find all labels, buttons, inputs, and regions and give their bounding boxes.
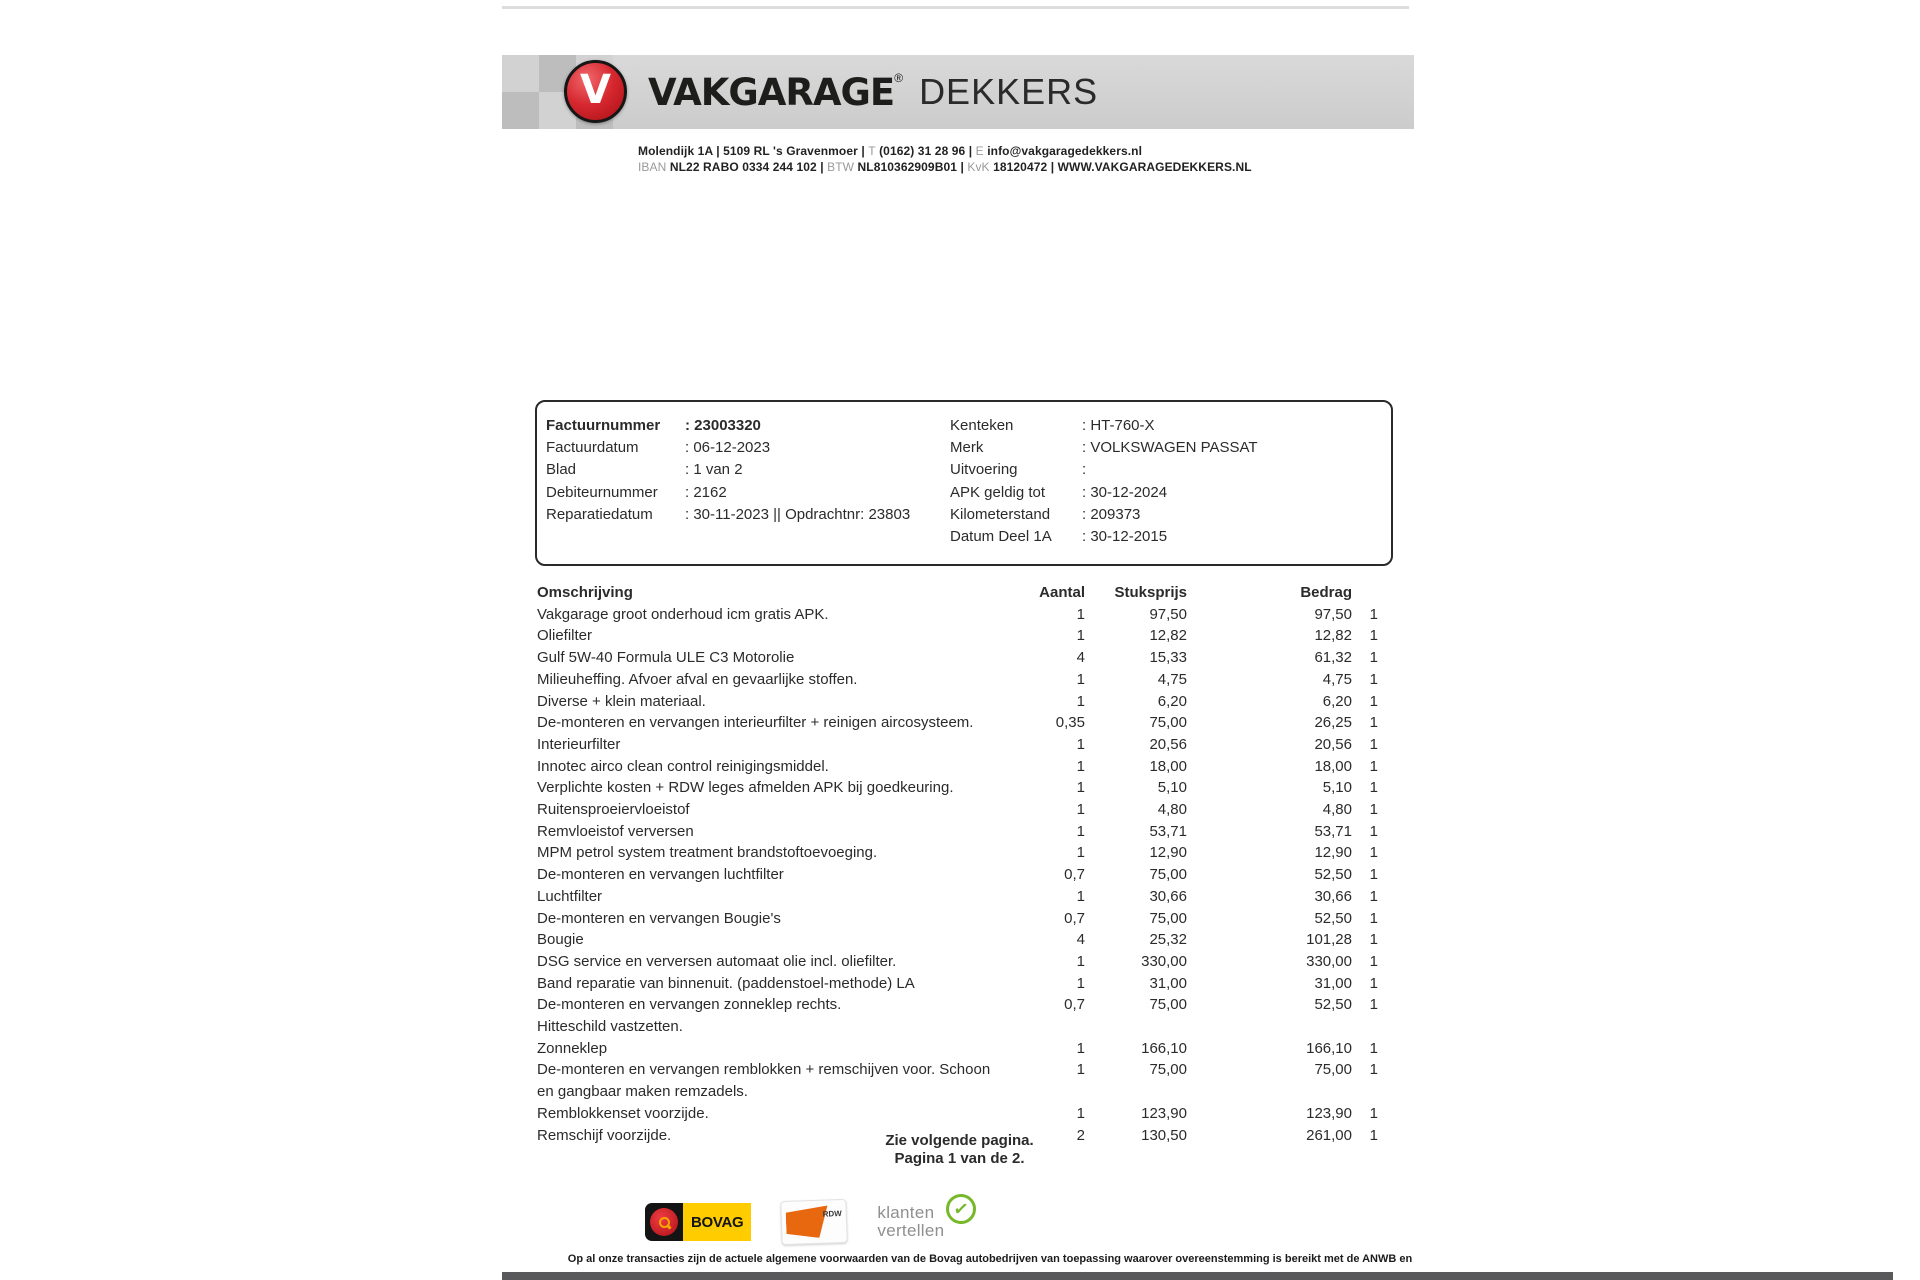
cell-vat-code: 1 xyxy=(1369,605,1378,623)
table-row xyxy=(537,669,1378,691)
cell-quantity: 1 xyxy=(1076,627,1085,645)
field-value: : 30-12-2024 xyxy=(1082,483,1168,501)
address-part: info@vakgaragedekkers.nl xyxy=(983,144,1143,158)
table-row xyxy=(537,777,1378,799)
table-row xyxy=(537,842,1378,864)
cell-amount: 12,82 xyxy=(1314,627,1352,645)
cell-quantity: 1 xyxy=(1076,670,1085,688)
cell-description xyxy=(537,756,997,778)
cell-description xyxy=(537,647,997,669)
cell-unit-price: 75,00 xyxy=(1149,909,1187,927)
cell-vat-code: 1 xyxy=(1369,779,1378,797)
cell-amount: 52,50 xyxy=(1314,996,1352,1014)
registered-mark: ® xyxy=(894,71,904,85)
cell-unit-price: 30,66 xyxy=(1149,887,1187,905)
description-line: Remschijf voorzijde. xyxy=(537,1126,672,1144)
field-value: : 1 van 2 xyxy=(685,461,743,479)
table-row xyxy=(537,994,1378,1037)
cell-amount: 97,50 xyxy=(1314,605,1352,623)
address-part: 18120472 | WWW.VAKGARAGEDEKKERS.NL xyxy=(989,160,1252,174)
address-part: KvK xyxy=(967,160,990,174)
cell-quantity: 0,7 xyxy=(1064,866,1085,884)
field-label: Merk xyxy=(950,439,984,457)
cell-description xyxy=(537,604,997,626)
table-row xyxy=(537,1059,1378,1102)
field-label: Debiteurnummer xyxy=(546,483,658,501)
company-address xyxy=(638,143,1252,175)
cell-vat-code: 1 xyxy=(1369,996,1378,1014)
invoice-field xyxy=(950,482,1258,504)
field-label: Kilometerstand xyxy=(950,505,1051,523)
cell-unit-price: 4,75 xyxy=(1157,670,1187,688)
field-label: Uitvoering xyxy=(950,461,1018,479)
cell-quantity: 1 xyxy=(1076,735,1085,753)
table-row xyxy=(537,625,1378,647)
field-label: Factuurdatum xyxy=(546,439,639,457)
cell-vat-code: 1 xyxy=(1369,1104,1378,1122)
description-line: Interieurfilter xyxy=(537,735,621,753)
invoice-box-left xyxy=(546,415,910,526)
field-label: Kenteken xyxy=(950,417,1014,434)
field-label: Datum Deel 1A xyxy=(950,528,1052,546)
magnifier-icon xyxy=(656,1214,672,1230)
cell-description xyxy=(537,886,997,908)
cell-description xyxy=(537,951,997,973)
cell-quantity: 1 xyxy=(1076,692,1085,710)
bovag-logo xyxy=(645,1203,751,1241)
rdw-wordmark: RDW xyxy=(822,1209,843,1219)
cell-vat-code: 1 xyxy=(1369,844,1378,862)
invoice-field xyxy=(546,504,910,526)
description-line: Verplichte kosten + RDW leges afmelden APK bij goedkeuring. xyxy=(537,779,954,797)
cell-vat-code: 1 xyxy=(1369,627,1378,645)
cell-description xyxy=(537,669,997,691)
cell-description xyxy=(537,1059,997,1102)
cell-amount: 53,71 xyxy=(1314,822,1352,840)
field-value: : 30-12-2015 xyxy=(1082,528,1168,546)
cell-amount: 101,28 xyxy=(1306,931,1352,949)
cell-description xyxy=(537,842,997,864)
cell-vat-code: 1 xyxy=(1369,822,1378,840)
cell-amount: 61,32 xyxy=(1314,649,1352,667)
cell-unit-price: 12,82 xyxy=(1149,627,1187,645)
field-value: : 23003320 xyxy=(685,417,761,434)
cell-quantity: 1 xyxy=(1076,952,1085,970)
cell-description xyxy=(537,973,997,995)
rdw-logo xyxy=(781,1199,848,1245)
cell-amount: 12,90 xyxy=(1314,844,1352,862)
cell-unit-price: 31,00 xyxy=(1149,974,1187,992)
description-line: Zonneklep xyxy=(537,1039,608,1057)
field-label: Factuurnummer xyxy=(546,417,661,434)
address-part: E xyxy=(975,144,984,158)
cell-quantity: 0,7 xyxy=(1064,996,1085,1014)
cell-unit-price: 166,10 xyxy=(1141,1039,1187,1057)
description-line: Remblokkenset voorzijde. xyxy=(537,1104,709,1122)
cell-unit-price: 5,10 xyxy=(1157,779,1187,797)
cell-description xyxy=(537,1103,997,1125)
description-line: De-monteren en vervangen interieurfilter + reinigen aircosysteem. xyxy=(537,714,974,732)
cell-amount: 330,00 xyxy=(1306,952,1352,970)
cell-unit-price: 25,32 xyxy=(1149,931,1187,949)
table-row xyxy=(537,929,1378,951)
column-header-description: Omschrijving xyxy=(537,584,633,601)
field-value: : xyxy=(1082,461,1087,479)
cell-vat-code: 1 xyxy=(1369,757,1378,775)
cell-quantity: 1 xyxy=(1076,779,1085,797)
cell-description xyxy=(537,734,997,756)
table-row xyxy=(537,973,1378,995)
cell-vat-code: 1 xyxy=(1369,952,1378,970)
table-row xyxy=(537,886,1378,908)
cell-description xyxy=(537,821,997,843)
cell-amount: 52,50 xyxy=(1314,866,1352,884)
cell-amount: 261,00 xyxy=(1306,1126,1352,1144)
next-page-note: Zie volgende pagina. xyxy=(885,1132,1034,1149)
address-line-1 xyxy=(638,143,1252,159)
cell-vat-code: 1 xyxy=(1369,1061,1378,1079)
description-line: Band reparatie van binnenuit. (paddenstoel-methode) LA xyxy=(537,974,915,992)
bovag-wordmark: BOVAG xyxy=(683,1203,751,1241)
cell-quantity: 1 xyxy=(1076,1104,1085,1122)
description-line: Bougie xyxy=(537,931,584,949)
description-line: Oliefilter xyxy=(537,627,593,645)
brand-name: VAKGARAGE xyxy=(648,70,895,114)
field-value: : 30-11-2023 || Opdrachtnr: 23803 xyxy=(685,505,911,523)
address-part: (0162) 31 28 96 | xyxy=(875,144,976,158)
cell-vat-code: 1 xyxy=(1369,909,1378,927)
description-line: Innotec airco clean control reinigingsmiddel. xyxy=(537,757,829,775)
field-value: : HT-760-X xyxy=(1082,417,1155,434)
field-label: Blad xyxy=(546,461,577,479)
cell-unit-price: 75,00 xyxy=(1149,996,1187,1014)
description-line: Hitteschild vastzetten. xyxy=(537,1018,683,1036)
cell-description xyxy=(537,625,997,647)
bottom-bar xyxy=(502,1272,1893,1280)
cell-amount: 6,20 xyxy=(1322,692,1352,710)
description-line: De-monteren en vervangen remblokken + remschijven voor. Schoon xyxy=(537,1061,991,1079)
cell-vat-code: 1 xyxy=(1369,974,1378,992)
address-part: IBAN xyxy=(638,160,667,174)
cell-quantity: 4 xyxy=(1076,931,1085,949)
klanten-text: klanten xyxy=(877,1203,935,1222)
invoice-field xyxy=(950,437,1258,459)
invoice-field xyxy=(546,437,910,459)
cell-quantity: 1 xyxy=(1076,605,1085,623)
cell-vat-code: 1 xyxy=(1369,931,1378,949)
klantenvertellen-logo xyxy=(877,1197,976,1240)
cell-unit-price: 20,56 xyxy=(1149,735,1187,753)
cell-description xyxy=(537,864,997,886)
table-row xyxy=(537,691,1378,713)
cell-description xyxy=(537,799,997,821)
cell-description xyxy=(537,712,997,734)
cell-vat-code: 1 xyxy=(1369,670,1378,688)
cell-amount: 52,50 xyxy=(1314,909,1352,927)
cell-quantity: 2 xyxy=(1076,1126,1085,1144)
cell-unit-price: 12,90 xyxy=(1149,844,1187,862)
cell-description xyxy=(537,777,997,799)
invoice-box-right xyxy=(950,415,1258,548)
cell-description xyxy=(537,908,997,930)
cell-amount: 30,66 xyxy=(1314,887,1352,905)
checkmark-badge-icon: ✓ xyxy=(944,1192,978,1226)
description-line: De-monteren en vervangen luchtfilter xyxy=(537,866,784,884)
cell-quantity: 1 xyxy=(1076,887,1085,905)
description-line: DSG service en verversen automaat olie incl. oliefilter. xyxy=(537,952,897,970)
cell-unit-price: 97,50 xyxy=(1149,605,1187,623)
cell-quantity: 1 xyxy=(1076,844,1085,862)
address-part: NL22 RABO 0334 244 102 | xyxy=(666,160,828,174)
cell-description xyxy=(537,994,997,1037)
cell-vat-code: 1 xyxy=(1369,714,1378,732)
table-row xyxy=(537,1103,1378,1125)
certification-logos xyxy=(645,1197,976,1244)
cell-amount: 123,90 xyxy=(1306,1104,1352,1122)
table-row xyxy=(537,799,1378,821)
cell-vat-code: 1 xyxy=(1369,735,1378,753)
header-banner xyxy=(502,55,1414,129)
cell-description xyxy=(537,929,997,951)
column-header-quantity: Aantal xyxy=(1039,584,1085,601)
description-line: De-monteren en vervangen zonneklep rechts. xyxy=(537,996,842,1014)
invoice-field xyxy=(950,415,1258,437)
brand-wordmark xyxy=(648,55,1098,129)
table-row xyxy=(537,821,1378,843)
cell-unit-price: 330,00 xyxy=(1141,952,1187,970)
table-row xyxy=(537,647,1378,669)
field-value: : 2162 xyxy=(685,483,727,501)
bovag-circle xyxy=(650,1208,678,1236)
description-line: en gangbaar maken remzadels. xyxy=(537,1083,748,1101)
cell-amount: 18,00 xyxy=(1314,757,1352,775)
cell-quantity: 1 xyxy=(1076,757,1085,775)
address-part: T xyxy=(868,144,876,158)
cell-vat-code: 1 xyxy=(1369,887,1378,905)
cell-unit-price: 123,90 xyxy=(1141,1104,1187,1122)
cell-unit-price: 6,20 xyxy=(1157,692,1187,710)
table-row xyxy=(537,756,1378,778)
brand-suffix: DEKKERS xyxy=(919,71,1099,112)
column-header-amount: Bedrag xyxy=(1300,584,1352,601)
cell-unit-price: 15,33 xyxy=(1149,649,1187,667)
invoice-field xyxy=(546,415,910,437)
field-label: Reparatiedatum xyxy=(546,505,653,523)
description-line: Luchtfilter xyxy=(537,887,603,905)
klantenvertellen-wordmark xyxy=(877,1204,944,1240)
vertellen-text: vertellen xyxy=(877,1221,945,1240)
cell-quantity: 1 xyxy=(1076,822,1085,840)
table-row xyxy=(537,908,1378,930)
address-part: BTW xyxy=(827,160,855,174)
vakgarage-logo-icon xyxy=(564,60,627,123)
field-label: APK geldig tot xyxy=(950,483,1046,501)
description-line: Remvloeistof verversen xyxy=(537,822,694,840)
cell-unit-price: 75,00 xyxy=(1149,1061,1187,1079)
address-part: Molendijk 1A | 5109 RL 's Gravenmoer | xyxy=(638,144,869,158)
cell-vat-code: 1 xyxy=(1369,1126,1378,1144)
cell-amount: 75,00 xyxy=(1314,1061,1352,1079)
cell-quantity: 0,7 xyxy=(1064,909,1085,927)
page-continuation-note xyxy=(537,1132,1382,1167)
cell-unit-price: 53,71 xyxy=(1149,822,1187,840)
cell-vat-code: 1 xyxy=(1369,801,1378,819)
address-part: NL810362909B01 | xyxy=(854,160,968,174)
cell-amount: 31,00 xyxy=(1314,974,1352,992)
cell-amount: 5,10 xyxy=(1322,779,1352,797)
cell-vat-code: 1 xyxy=(1369,866,1378,884)
table-row xyxy=(537,864,1378,886)
field-value: : 06-12-2023 xyxy=(685,439,771,457)
table-row xyxy=(537,734,1378,756)
description-line: Ruitensproeiervloeistof xyxy=(537,801,690,819)
bovag-emblem-icon xyxy=(645,1203,683,1241)
invoice-info-box xyxy=(535,400,1393,566)
top-divider xyxy=(502,6,1409,9)
table-row xyxy=(537,951,1378,973)
logo-letter: V xyxy=(580,67,611,113)
cell-quantity: 1 xyxy=(1076,1061,1085,1079)
cell-unit-price: 18,00 xyxy=(1149,757,1187,775)
field-value: : 209373 xyxy=(1082,505,1141,523)
table-row xyxy=(537,604,1378,626)
cell-description xyxy=(537,691,997,713)
table-row xyxy=(537,712,1378,734)
cell-quantity: 1 xyxy=(1076,801,1085,819)
cell-quantity: 1 xyxy=(1076,1039,1085,1057)
cell-amount: 166,10 xyxy=(1306,1039,1352,1057)
cell-unit-price: 75,00 xyxy=(1149,866,1187,884)
description-line: Vakgarage groot onderhoud icm gratis APK. xyxy=(537,605,829,623)
invoice-field xyxy=(546,459,910,481)
address-line-2 xyxy=(638,159,1252,175)
cell-unit-price: 4,80 xyxy=(1157,801,1187,819)
cell-amount: 20,56 xyxy=(1314,735,1352,753)
cell-quantity: 1 xyxy=(1076,974,1085,992)
cell-quantity: 0,35 xyxy=(1055,714,1085,732)
cell-vat-code: 1 xyxy=(1369,692,1378,710)
items-table xyxy=(537,582,1378,1146)
description-line: De-monteren en vervangen Bougie's xyxy=(537,909,781,927)
cell-vat-code: 1 xyxy=(1369,649,1378,667)
cell-unit-price: 130,50 xyxy=(1141,1126,1187,1144)
invoice-field xyxy=(546,482,910,504)
description-line: Milieuheffing. Afvoer afval en gevaarlijke stoffen. xyxy=(537,670,858,688)
cell-vat-code: 1 xyxy=(1369,1039,1378,1057)
column-header-unit-price: Stuksprijs xyxy=(1114,584,1187,601)
cell-description xyxy=(537,1038,997,1060)
field-value: : VOLKSWAGEN PASSAT xyxy=(1082,439,1258,457)
invoice-field xyxy=(950,526,1258,548)
description-line: Gulf 5W-40 Formula ULE C3 Motorolie xyxy=(537,649,795,667)
cell-unit-price: 75,00 xyxy=(1149,714,1187,732)
description-line: MPM petrol system treatment brandstoftoevoeging. xyxy=(537,844,878,862)
invoice-field xyxy=(950,504,1258,526)
table-row xyxy=(537,1038,1378,1060)
description-line: Diverse + klein materiaal. xyxy=(537,692,706,710)
terms-fine-print: Op al onze transacties zijn de actuele algemene voorwaarden van de Bovag autobedrijven van toepassing waarover overeenstemming is bereikt met de ANWB en xyxy=(567,1253,1413,1265)
cell-amount: 26,25 xyxy=(1314,714,1352,732)
invoice-field xyxy=(950,459,1258,481)
table-header-row xyxy=(537,582,1378,604)
cell-amount: 4,75 xyxy=(1322,670,1352,688)
cell-amount: 4,80 xyxy=(1322,801,1352,819)
cell-quantity: 4 xyxy=(1076,649,1085,667)
page-number-note: Pagina 1 van de 2. xyxy=(894,1149,1025,1167)
table-body xyxy=(537,604,1378,1147)
